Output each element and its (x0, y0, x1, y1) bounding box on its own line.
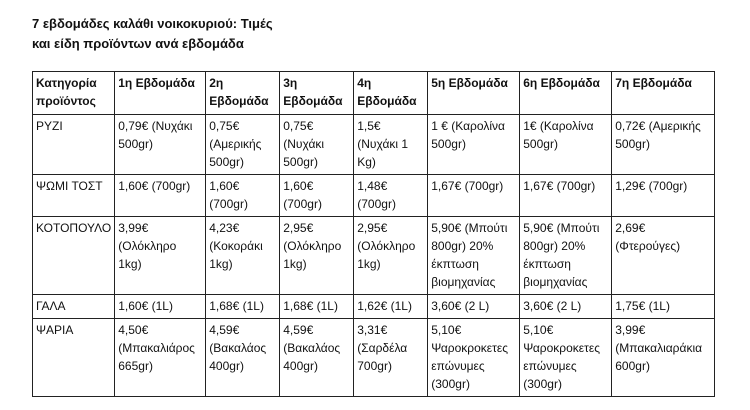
price-cell: 3,60€ (2 L) (520, 295, 612, 319)
header-week-6: 6η Εβδομάδα (520, 72, 612, 115)
price-cell: 0,75€ (Αμερικής 500gr) (206, 115, 280, 175)
table-row (33, 295, 715, 319)
table-row (33, 175, 715, 217)
category-cell: ΓΑΛΑ (33, 295, 115, 319)
category-cell: ΚΟΤΟΠΟΥΛΟ (33, 217, 115, 295)
table-row (33, 319, 715, 397)
header-week-5: 5η Εβδομάδα (428, 72, 520, 115)
price-cell: 2,95€ (Ολόκληρο 1kg) (280, 217, 354, 295)
title-line-1: 7 εβδομάδες καλάθι νοικοκυριού: Τιμές (32, 16, 273, 31)
title-line-2: και είδη προϊόντων ανά εβδομάδα (32, 36, 244, 51)
document-title (32, 14, 712, 54)
price-cell: 1,67€ (700gr) (428, 175, 520, 217)
price-cell: 1,68€ (1L) (206, 295, 280, 319)
price-cell: 1,67€ (700gr) (520, 175, 612, 217)
price-cell: 2,95€ (Ολόκληρο 1kg) (354, 217, 428, 295)
price-cell: 3,60€ (2 L) (428, 295, 520, 319)
price-cell: 5,10€ Ψαροκροκετες επώνυμες (300gr) (520, 319, 612, 397)
price-cell: 5,90€ (Μπούτι 800gr) 20% έκπτωση βιομηχανίας (520, 217, 612, 295)
header-category: Κατηγορία προϊόντος (33, 72, 115, 115)
header-week-7: 7η Εβδομάδα (612, 72, 715, 115)
price-cell: 0,75€ (Νυχάκι 500gr) (280, 115, 354, 175)
header-week-2: 2η Εβδομάδα (206, 72, 280, 115)
price-cell: 1€ (Καρολίνα 500gr) (520, 115, 612, 175)
price-cell: 5,10€ Ψαροκροκετες επώνυμες (300gr) (428, 319, 520, 397)
price-cell: 2,69€ (Φτερούγες) (612, 217, 715, 295)
header-week-3: 3η Εβδομάδα (280, 72, 354, 115)
price-cell: 1,62€ (1L) (354, 295, 428, 319)
price-cell: 1,29€ (700gr) (612, 175, 715, 217)
price-cell: 5,90€ (Μπούτι 800gr) 20% έκπτωση βιομηχανίας (428, 217, 520, 295)
category-cell: ΨΑΡΙΑ (33, 319, 115, 397)
table-header-row (33, 72, 715, 115)
price-cell: 1,5€ (Νυχάκι 1 Kg) (354, 115, 428, 175)
price-cell: 0,72€ (Αμερικής 500gr) (612, 115, 715, 175)
header-week-4: 4η Εβδομάδα (354, 72, 428, 115)
price-cell: 3,31€ (Σαρδέλα 700gr) (354, 319, 428, 397)
price-cell: 4,23€ (Κοκοράκι 1kg) (206, 217, 280, 295)
price-cell: 4,59€ (Βακαλάος 400gr) (280, 319, 354, 397)
price-cell: 3,99€ (Μπακαλιαράκια 600gr) (612, 319, 715, 397)
price-cell: 1,60€ (1L) (115, 295, 206, 319)
table-row (33, 115, 715, 175)
header-week-1: 1η Εβδομάδα (115, 72, 206, 115)
price-cell: 1,60€ (700gr) (115, 175, 206, 217)
price-cell: 1,68€ (1L) (280, 295, 354, 319)
price-table (32, 71, 715, 397)
price-cell: 1,48€ (700gr) (354, 175, 428, 217)
table-row (33, 217, 715, 295)
price-cell: 4,59€ (Βακαλάος 400gr) (206, 319, 280, 397)
price-cell: 1,60€ (700gr) (206, 175, 280, 217)
price-cell: 1,60€ (700gr) (280, 175, 354, 217)
price-cell: 1,75€ (1L) (612, 295, 715, 319)
category-cell: ΨΩΜΙ ΤΟΣΤ (33, 175, 115, 217)
price-cell: 0,79€ (Νυχάκι 500gr) (115, 115, 206, 175)
price-cell: 1 € (Καρολίνα 500gr) (428, 115, 520, 175)
price-cell: 4,50€ (Μπακαλιάρος 665gr) (115, 319, 206, 397)
price-cell: 3,99€ (Ολόκληρο 1kg) (115, 217, 206, 295)
category-cell: ΡΥΖΙ (33, 115, 115, 175)
